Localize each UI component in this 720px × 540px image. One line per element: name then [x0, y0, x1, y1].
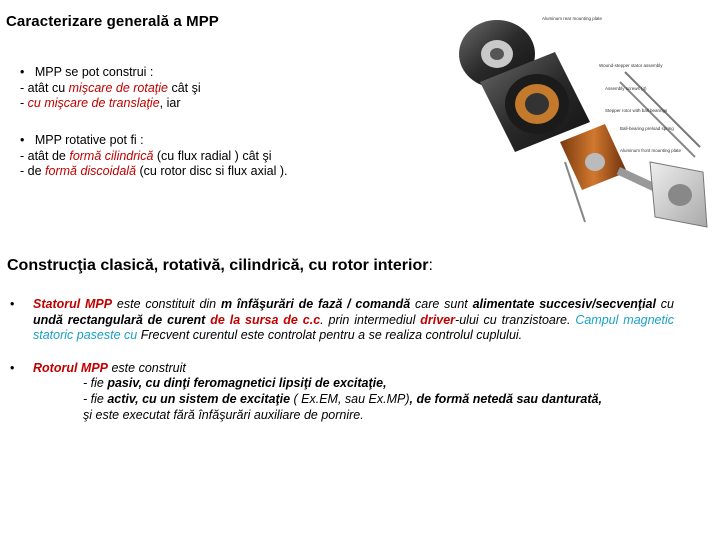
- construction-details-list: [10, 297, 674, 423]
- cylindrical-term: formă cilindrică: [69, 148, 154, 163]
- rotor-note-line: [33, 408, 674, 424]
- bullet: •: [10, 297, 15, 311]
- cylindrical-line: [20, 149, 287, 165]
- text: (cu flux radial ) cât şi: [153, 148, 272, 163]
- text: alimentate succesiv/secvenţial: [472, 297, 656, 311]
- text: cu: [655, 297, 674, 311]
- intro-text: MPP rotative pot fi :: [34, 133, 144, 147]
- construction-types-block: [20, 65, 201, 112]
- intro-text: MPP se pot construi :: [34, 65, 154, 79]
- text: - fie: [83, 391, 108, 406]
- page-title: Caracterizare generală a MPP: [6, 13, 219, 30]
- rotor-active-line: [33, 392, 674, 408]
- text: care sunt: [410, 297, 473, 311]
- stepper-motor-exploded-photo: [445, 12, 715, 237]
- text: - de: [20, 164, 46, 178]
- stator-field-note: Campul magnetic statoric paseste cu: [33, 312, 675, 343]
- text: -ului cu tranzistoare.: [455, 312, 576, 327]
- text: cât şi: [168, 80, 201, 95]
- bullet: •: [20, 133, 25, 147]
- text: m înfăşurări de fază / comandă: [220, 297, 411, 311]
- text: undă rectangulară de curent: [33, 312, 206, 327]
- rotation-line: [20, 81, 201, 97]
- text: , cu un sistem de excitaţie: [135, 391, 291, 406]
- construction-types-intro: [20, 65, 201, 81]
- label-rear-plate: Aluminum rear mounting plate: [542, 16, 603, 21]
- rotative-types-intro: [20, 133, 287, 149]
- rotor-heading: [33, 361, 674, 377]
- subtitle-text: Construcţia clasică, rotativă, cilindrică, cu rotor interior: [7, 257, 429, 274]
- rotative-types-block: [20, 133, 287, 180]
- label-stator: Wound-stepper stator assembly: [599, 63, 663, 68]
- discoidal-term: formă discoidală: [45, 164, 137, 178]
- text: - atât de: [20, 148, 70, 163]
- text: -: [20, 96, 28, 110]
- text: - atât cu: [20, 80, 69, 95]
- stator-term: Statorul MPP: [33, 297, 113, 311]
- list-item-rotor: [10, 361, 674, 423]
- bullet: •: [20, 65, 25, 79]
- translation-term: cu mişcare de translaţie: [27, 96, 160, 110]
- text: , de formă netedă sau danturată,: [409, 391, 602, 406]
- text: Frecvent curentul este controlat pentru a se realiza controlul cuplului.: [137, 328, 523, 343]
- label-spring: Ball-bearing preload spring: [620, 126, 674, 131]
- rotor-term: Rotorul MPP: [33, 360, 108, 375]
- rotation-term: mişcare de rotaţie: [68, 80, 168, 95]
- text: (cu rotor disc si flux axial ).: [136, 164, 288, 178]
- bullet: •: [10, 360, 15, 375]
- text: , cu dinţi feromagnetici lipsiţi de excitaţie,: [138, 376, 387, 391]
- text: şi este executat fără înfăşurări auxiliare de pornire.: [83, 407, 364, 422]
- discoidal-line: [20, 164, 287, 180]
- label-front-plate: Aluminum front mounting plate: [620, 148, 682, 153]
- text: este constituit din: [112, 297, 221, 311]
- subtitle-colon: :: [428, 257, 433, 274]
- stepper-motor-illustration: [445, 12, 715, 237]
- driver-term: driver: [420, 312, 456, 327]
- construction-subtitle: [7, 257, 433, 275]
- text: este construit: [108, 360, 186, 375]
- label-screws: Assembly screws (4): [605, 86, 647, 91]
- text: , iar: [159, 96, 181, 110]
- rotor-passive-line: [33, 376, 674, 392]
- dc-source-term: de la sursa de c.c: [205, 312, 321, 327]
- text: activ: [107, 391, 136, 406]
- list-item-stator: [10, 297, 674, 344]
- label-rotor: Stepper rotor with ball bearings: [605, 108, 668, 113]
- text: ( Ex.EM, sau Ex.MP): [290, 391, 410, 406]
- text: pasiv: [107, 376, 139, 391]
- text: . prin intermediul: [320, 312, 421, 327]
- text: - fie: [83, 376, 108, 391]
- translation-line: [20, 96, 201, 112]
